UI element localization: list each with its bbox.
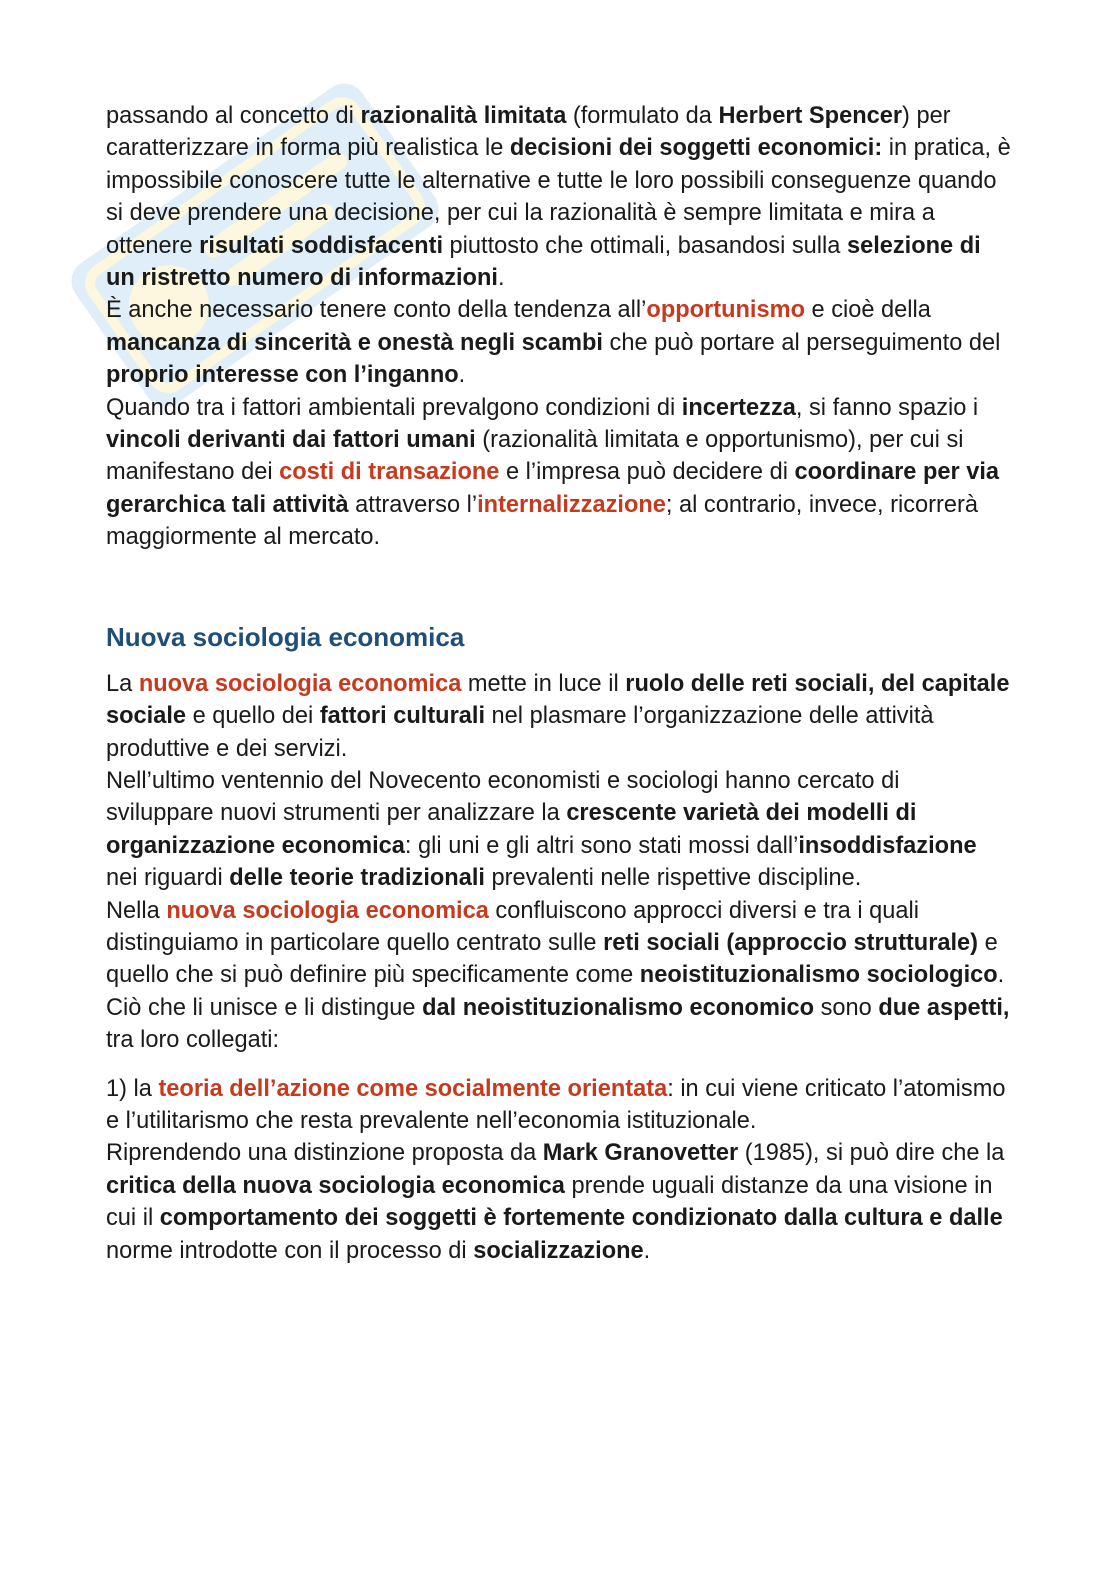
paragraph: Nell’ultimo ventennio del Novecento economisti e sociologi hanno cercato di sviluppare nuovi strumenti per analizzare la crescente varietà dei modelli di organizzazione economica: gli uni e gli altri sono stati mossi dall’insoddisfazione nei riguardi delle teorie tradizionali prevalenti nelle rispettive discipline. <box>106 767 977 892</box>
highlight-term: internalizzazione <box>477 491 666 518</box>
paragraph: Ciò che li unisce e li distingue dal neoistituzionalismo economico sono due aspetti, tra loro collegati: <box>106 994 1010 1054</box>
bold-term: decisioni dei soggetti economici: <box>509 135 883 162</box>
section-heading: Nuova sociologia economica <box>106 621 465 652</box>
paragraph: 1) la teoria dell’azione come socialmente orientata: in cui viene criticato l’atomismo e l’utilitarismo che resta prevalente nell’economia istituzionale. <box>106 1075 1006 1134</box>
bold-term: incertezza <box>681 394 796 421</box>
bold-term: reti sociali (approccio strutturale) <box>603 929 979 956</box>
highlight-term: nuova sociologia economica <box>138 670 462 697</box>
bold-term: razionalità limitata <box>360 103 567 129</box>
paragraph: passando al concetto di razionalità limitata (formulato da Herbert Spencer) per caratterizzare in forma più realistica le decisioni dei soggetti economici: in pratica, è impossibile conoscere tutte le alternative e tutte le loro possibili conseguenze quando si deve prendere una decisione, per cui la razionalità è sempre limitata e mira a ottenere risultati soddisfacenti piuttosto che ottimali, basandosi sulla selezione di un ristretto numero di informazioni. <box>106 103 1011 292</box>
bold-term: Mark Granovetter <box>542 1140 739 1167</box>
paragraph: Riprendendo una distinzione proposta da Mark Granovetter (1985), si può dire che la critica della nuova sociologia economica prende uguali distanze da una visione in cui il comportamento dei soggetti è fortemente condizionato dalla cultura e dalle norme introdotte con il processo di socializzazione. <box>106 1140 1005 1264</box>
bold-term: selezione di un ristretto numero di informazioni <box>106 232 981 292</box>
bold-term: vincoli derivanti dai fattori umani <box>106 427 476 454</box>
paragraph: Quando tra i fattori ambientali prevalgono condizioni di incertezza, si fanno spazio i vincoli derivanti dai fattori umani (razionalità limitata e opportunismo), per cui si manifestano dei costi di transazione e l’impresa può decidere di coordinare per via gerarchica tali attività attraverso l’internalizzazione; al contrario, invece, ricorrerà maggiormente al mercato. <box>106 394 1000 551</box>
bold-term: fattori culturali <box>319 703 485 730</box>
paragraph: È anche necessario tenere conto della tendenza all’opportunismo e cioè della mancanza di sincerità e onestà negli scambi che può portare al perseguimento del proprio interesse con l’inganno. <box>106 297 1001 389</box>
highlight-term: opportunismo <box>646 297 805 324</box>
bold-term: dal neoistituzionalismo economico <box>422 994 815 1021</box>
bold-term: ruolo delle reti sociali, del capitale sociale <box>106 670 1010 730</box>
bold-term: risultati soddisfacenti <box>199 232 443 259</box>
bold-term: proprio interesse con l’inganno <box>106 362 459 389</box>
bold-term: coordinare per via gerarchica tali attività <box>106 459 1000 518</box>
bold-term: Herbert Spencer <box>718 103 903 129</box>
highlight-term: costi di transazione <box>279 459 500 486</box>
bold-term: crescente varietà dei modelli di organizzazione economica <box>106 800 917 859</box>
bold-term: due aspetti, <box>878 994 1010 1021</box>
bold-term: mancanza di sincerità e onestà negli scambi <box>106 329 603 356</box>
bold-term: critica della nuova sociologia economica <box>106 1172 565 1199</box>
bold-term: comportamento dei soggetti è fortemente condizionato dalla cultura e dalle <box>159 1205 1003 1232</box>
paragraph: La nuova sociologia economica mette in luce il ruolo delle reti sociali, del capitale sociale e quello dei fattori culturali nel plasmare l’organizzazione delle attività produttive e dei servizi. <box>106 670 1010 762</box>
paragraph: Nella nuova sociologia economica confluiscono approcci diversi e tra i quali distinguiamo in particolare quello centrato sulle reti sociali (approccio strutturale) e quello che si può definire più specificamente come neoistituzionalismo sociologico. <box>106 897 1005 989</box>
bold-term: insoddisfazione <box>798 832 977 859</box>
highlight-term: teoria dell’azione come socialmente orientata <box>158 1075 668 1102</box>
bold-term: neoistituzionalismo sociologico <box>639 962 998 989</box>
highlight-term: nuova sociologia economica <box>166 897 489 924</box>
bold-term: socializzazione <box>473 1237 644 1264</box>
document-body <box>106 100 1011 1267</box>
bold-term: delle teorie tradizionali <box>229 865 485 892</box>
